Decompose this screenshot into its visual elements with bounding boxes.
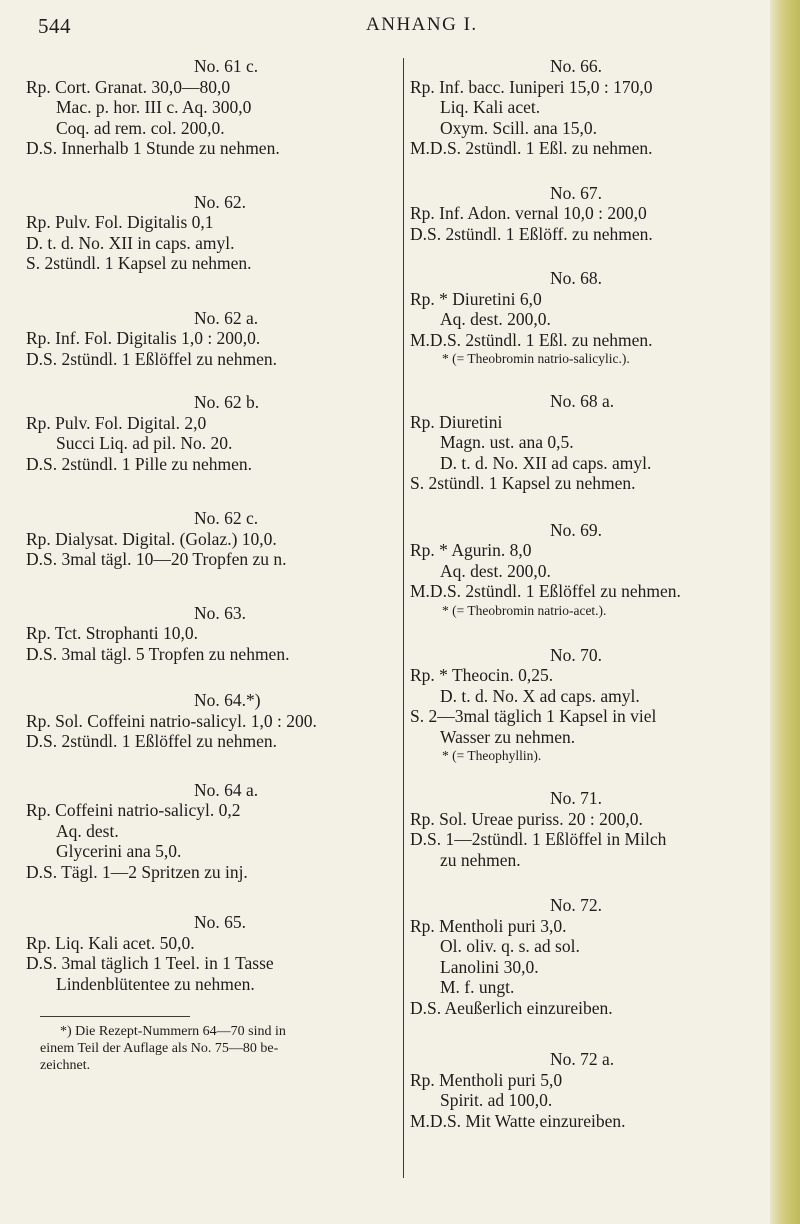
recipe-line: Rp. Liq. Kali acet. 50,0. bbox=[26, 932, 195, 953]
recipe-line: Rp. Inf. Adon. vernal 10,0 : 200,0 bbox=[410, 203, 647, 223]
recipe-line: Magn. ust. ana 0,5. bbox=[440, 432, 574, 452]
recipe-line: D.S. Tägl. 1—2 Spritzen zu inj. bbox=[26, 861, 248, 882]
recipe-line: M.D.S. 2stündl. 1 Eßl. zu nehmen. bbox=[410, 138, 653, 158]
recipe-block bbox=[410, 645, 780, 765]
recipe-line: D.S. 3mal tägl. 10—20 Tropfen zu n. bbox=[26, 549, 287, 569]
recipe-line: Rp. * Agurin. 8,0 bbox=[410, 540, 532, 560]
recipe-block bbox=[410, 895, 780, 1018]
recipe-line: D.S. 2stündl. 1 Eßlöffel zu nehmen. bbox=[26, 348, 277, 369]
recipe-block bbox=[410, 788, 780, 870]
recipe-line: S. 2—3mal täglich 1 Kapsel in viel bbox=[410, 706, 657, 726]
recipe-number: No. 62 b. bbox=[194, 392, 260, 412]
recipe-number: No. 62. bbox=[194, 191, 247, 212]
recipe-line: Aq. dest. bbox=[56, 820, 119, 841]
recipe-line: D.S. 1—2stündl. 1 Eßlöffel in Milch bbox=[410, 829, 667, 849]
recipe-line: Aq. dest. 200,0. bbox=[440, 560, 551, 581]
recipe-number: No. 62 a. bbox=[194, 307, 259, 328]
column-divider bbox=[403, 58, 404, 1178]
recipe-number: No. 66. bbox=[550, 56, 603, 76]
recipe-line: D.S. Innerhalb 1 Stunde zu nehmen. bbox=[26, 138, 280, 158]
recipe-block bbox=[410, 520, 780, 619]
recipe-line: M.D.S. Mit Watte einzureiben. bbox=[410, 1110, 626, 1131]
page-number: 544 bbox=[38, 14, 71, 38]
footnote-line: einem Teil der Auflage als No. 75—80 be- bbox=[40, 1041, 279, 1056]
recipe-number: No. 67. bbox=[550, 182, 603, 203]
recipe-line: Rp. Tct. Strophanti 10,0. bbox=[26, 623, 198, 643]
recipe-line: S. 2stündl. 1 Kapsel zu nehmen. bbox=[26, 253, 252, 273]
recipe-block bbox=[410, 56, 780, 159]
recipe-line: D. t. d. No. X ad caps. amyl. bbox=[440, 685, 640, 706]
recipe-number: No. 71. bbox=[550, 788, 603, 808]
right-column bbox=[410, 56, 780, 1131]
recipe-number: No. 69. bbox=[550, 519, 603, 540]
recipe-line: M. f. ungt. bbox=[440, 977, 515, 997]
recipe-line: Rp. * Theocin. 0,25. bbox=[410, 665, 554, 685]
recipe-block bbox=[26, 690, 398, 752]
recipe-line: Lindenblütentee zu nehmen. bbox=[56, 973, 255, 994]
recipe-line: Rp. Inf. bacc. Iuniperi 15,0 : 170,0 bbox=[410, 76, 653, 97]
recipe-number: No. 63. bbox=[194, 602, 247, 623]
recipe-block bbox=[26, 56, 398, 159]
recipe-block bbox=[410, 268, 780, 367]
recipe-number: No. 68. bbox=[550, 268, 603, 288]
recipe-line: Aq. dest. 200,0. bbox=[440, 309, 551, 329]
recipe-line: Rp. Mentholi puri 5,0 bbox=[410, 1069, 563, 1090]
recipe-number: No. 70. bbox=[550, 644, 603, 665]
recipe-line: D.S. 2stündl. 1 Pille zu nehmen. bbox=[26, 453, 253, 474]
recipe-line: D.S. Aeußerlich einzureiben. bbox=[410, 997, 613, 1018]
recipe-footnote: * (= Theobromin natrio-acet.). bbox=[442, 602, 607, 618]
recipe-line: Rp. Inf. Fol. Digitalis 1,0 : 200,0. bbox=[26, 328, 261, 348]
page-footnote bbox=[26, 1023, 398, 1074]
recipe-block bbox=[26, 780, 398, 883]
recipe-block bbox=[26, 392, 398, 474]
running-head: ANHANG I. bbox=[366, 14, 478, 35]
recipe-line: Rp. Dialysat. Digital. (Golaz.) 10,0. bbox=[26, 528, 277, 549]
recipe-block bbox=[26, 308, 398, 370]
footnote-rule bbox=[40, 1016, 190, 1017]
recipe-number: No. 72. bbox=[550, 895, 603, 915]
recipe-line: Rp. Sol. Ureae puriss. 20 : 200,0. bbox=[410, 808, 643, 829]
recipe-line: Rp. * Diuretini 6,0 bbox=[410, 288, 542, 309]
page-header bbox=[0, 14, 780, 44]
recipe-line: zu nehmen. bbox=[440, 849, 521, 870]
recipe-block bbox=[410, 1049, 780, 1131]
recipe-line: Rp. Pulv. Fol. Digital. 2,0 bbox=[26, 412, 207, 433]
recipe-line: Rp. Cort. Granat. 30,0—80,0 bbox=[26, 76, 231, 97]
footnote-line: *) Die Rezept-Nummern 64—70 sind in bbox=[60, 1024, 286, 1039]
recipe-line: Rp. Pulv. Fol. Digitalis 0,1 bbox=[26, 212, 214, 232]
recipe-number: No. 64.*) bbox=[194, 690, 261, 710]
recipe-number: No. 61 c. bbox=[194, 56, 259, 76]
recipe-line: D. t. d. No. XII ad caps. amyl. bbox=[440, 452, 652, 473]
recipe-line: D.S. 2stündl. 1 Eßlöffel zu nehmen. bbox=[26, 731, 277, 751]
recipe-line: Lanolini 30,0. bbox=[440, 956, 539, 977]
recipe-line: Rp. Mentholi puri 3,0. bbox=[410, 915, 567, 936]
recipe-block bbox=[26, 508, 398, 570]
recipe-number: No. 62 c. bbox=[194, 508, 259, 528]
recipe-block bbox=[26, 912, 398, 994]
recipe-line: Mac. p. hor. III c. Aq. 300,0 bbox=[56, 97, 252, 117]
recipe-block bbox=[26, 603, 398, 665]
recipe-line: D.S. 3mal täglich 1 Teel. in 1 Tasse bbox=[26, 953, 274, 973]
recipe-number: No. 65. bbox=[194, 912, 247, 932]
recipe-line: Glycerini ana 5,0. bbox=[56, 841, 182, 861]
recipe-number: No. 64 a. bbox=[194, 779, 259, 800]
recipe-footnote: * (= Theophyllin). bbox=[442, 748, 542, 763]
recipe-line: Rp. Coffeini natrio-salicyl. 0,2 bbox=[26, 800, 241, 820]
recipe-line: Rp. Sol. Coffeini natrio-salicyl. 1,0 : 200. bbox=[26, 710, 317, 731]
recipe-block bbox=[26, 192, 398, 274]
recipe-block bbox=[410, 183, 780, 245]
left-column bbox=[26, 56, 398, 1074]
recipe-line: Spirit. ad 100,0. bbox=[440, 1090, 553, 1110]
recipe-line: Succi Liq. ad pil. No. 20. bbox=[56, 433, 233, 453]
recipe-line: S. 2stündl. 1 Kapsel zu nehmen. bbox=[410, 473, 636, 493]
recipe-number: No. 68 a. bbox=[550, 391, 615, 411]
recipe-line: Coq. ad rem. col. 200,0. bbox=[56, 117, 225, 138]
recipe-line: D.S. 2stündl. 1 Eßlöff. zu nehmen. bbox=[410, 223, 653, 244]
recipe-line: Wasser zu nehmen. bbox=[440, 726, 576, 747]
recipe-number: No. 72 a. bbox=[550, 1049, 615, 1069]
recipe-line: Oxym. Scill. ana 15,0. bbox=[440, 117, 597, 138]
footnote-line: zeichnet. bbox=[40, 1058, 91, 1073]
recipe-block bbox=[410, 391, 780, 494]
recipe-line: D. t. d. No. XII in caps. amyl. bbox=[26, 232, 235, 253]
recipe-line: M.D.S. 2stündl. 1 Eßl. zu nehmen. bbox=[410, 329, 653, 350]
recipe-line: M.D.S. 2stündl. 1 Eßlöffel zu nehmen. bbox=[410, 581, 681, 601]
recipe-line: D.S. 3mal tägl. 5 Tropfen zu nehmen. bbox=[26, 643, 290, 664]
recipe-line: Liq. Kali acet. bbox=[440, 97, 541, 117]
recipe-line: Ol. oliv. q. s. ad sol. bbox=[440, 936, 580, 956]
recipe-line: Rp. Diuretini bbox=[410, 411, 503, 432]
recipe-footnote: * (= Theobromin natrio-salicylic.). bbox=[442, 351, 630, 366]
